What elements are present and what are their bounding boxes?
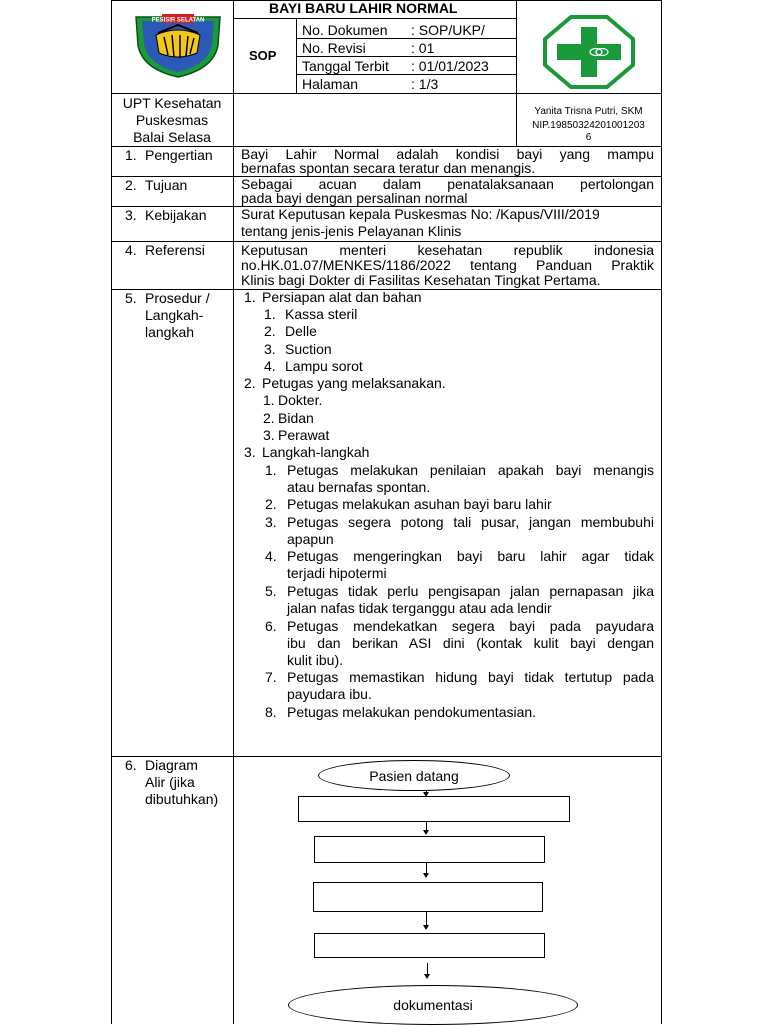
field-label-tanggal: Tanggal Terbit bbox=[302, 58, 389, 74]
step-num: 7. bbox=[265, 669, 277, 685]
pengertian-line-1: Bayi Lahir Normal adalah kondisi bayi yang mampu bbox=[241, 146, 654, 162]
flow-start-oval bbox=[318, 760, 510, 791]
tujuan-line-2: pada bayi dengan persalinan normal bbox=[241, 190, 468, 206]
section-num: 5. bbox=[125, 290, 137, 306]
field-label-dokumen: No. Dokumen bbox=[302, 22, 388, 38]
flow-end-label: dokumentasi bbox=[393, 997, 473, 1013]
section-num: 2. bbox=[125, 177, 137, 193]
step-line: atau bernafas spontan. bbox=[287, 479, 431, 495]
list-item-num: 2. bbox=[264, 323, 276, 339]
org-line-3: Balai Selasa bbox=[133, 129, 211, 145]
step-line: payudara ibu. bbox=[287, 686, 372, 702]
step-line: jalan nafas tidak terganggu atau ada lendir bbox=[287, 600, 552, 616]
step-num: 5. bbox=[265, 583, 277, 599]
list-item: Dokter. bbox=[278, 392, 323, 408]
list-item: Delle bbox=[285, 323, 317, 339]
list-item: Suction bbox=[285, 341, 332, 357]
flow-step-box bbox=[298, 796, 570, 822]
step-line: Petugas tidak perlu pengisapan jalan pernapasan jika bbox=[287, 583, 654, 599]
list-item-num: 4. bbox=[264, 358, 276, 374]
section-label-prosedur-2: Langkah- bbox=[145, 307, 204, 323]
section-label-pengertian: Pengertian bbox=[145, 147, 213, 163]
section-num: 3. bbox=[125, 207, 137, 223]
group-title-langkah: Langkah-langkah bbox=[262, 444, 370, 460]
signer-nip: NIP.19850324201001203 bbox=[532, 120, 645, 131]
list-item: Perawat bbox=[278, 427, 330, 443]
list-item-num: 3. bbox=[263, 427, 275, 443]
list-item-num: 2. bbox=[263, 410, 275, 426]
border-right bbox=[661, 0, 662, 1024]
step-line: Petugas segera potong tali pusar, jangan membubuhi bbox=[287, 514, 654, 530]
step-num: 6. bbox=[265, 618, 277, 634]
section-num: 6. bbox=[125, 757, 137, 773]
referensi-line-1: Keputusan menteri kesehatan republik indonesia bbox=[241, 242, 654, 258]
step-num: 8. bbox=[265, 704, 277, 720]
kebijakan-line-2: tentang jenis-jenis Pelayanan Klinis bbox=[241, 223, 462, 239]
list-item: Kassa steril bbox=[285, 306, 358, 322]
referensi-line-2: no.HK.01.07/MENKES/1186/2022 tentang Panduan Praktik bbox=[241, 257, 654, 273]
step-line: Petugas mengeringkan bayi baru lahir agar tidak bbox=[287, 548, 654, 564]
flow-arrow bbox=[426, 911, 427, 926]
pengertian-line-2: bernafas spontan secara teratur dan menangis. bbox=[241, 160, 536, 176]
group-num: 3. bbox=[244, 444, 256, 460]
step-line: Petugas melakukan penilaian apakah bayi menangis bbox=[287, 462, 654, 478]
section-label-tujuan: Tujuan bbox=[145, 177, 188, 193]
group-num: 1. bbox=[244, 289, 256, 305]
step-line: kulit ibu). bbox=[287, 652, 344, 668]
field-value-halaman: : 1/3 bbox=[411, 76, 439, 92]
field-value-dokumen: : SOP/UKP/ bbox=[411, 22, 485, 38]
signer-nip-cont: 6 bbox=[585, 132, 592, 143]
flow-start-label: Pasien datang bbox=[369, 767, 459, 784]
section-label-diagram-2: Alir (jika bbox=[145, 774, 195, 790]
flow-step-box bbox=[314, 933, 545, 958]
step-num: 1. bbox=[265, 462, 277, 478]
flow-step-box bbox=[314, 836, 545, 863]
field-label-halaman: Halaman bbox=[302, 76, 359, 92]
flow-arrow bbox=[426, 821, 427, 831]
field-value-revisi: : 01 bbox=[411, 40, 435, 56]
logo-text: PESISIR SELATAN bbox=[151, 17, 205, 24]
step-num: 3. bbox=[265, 514, 277, 530]
border-left bbox=[111, 0, 112, 1024]
section-label-diagram-1: Diagram bbox=[145, 757, 198, 773]
step-line: terjadi hipotermi bbox=[287, 565, 387, 581]
step-line: apapun bbox=[287, 531, 334, 547]
section-label-prosedur-3: langkah bbox=[145, 324, 195, 340]
group-title-persiapan: Persiapan alat dan bahan bbox=[262, 289, 422, 305]
flow-arrow bbox=[427, 963, 428, 975]
step-line: Petugas melakukan asuhan bayi baru lahir bbox=[287, 496, 552, 512]
list-item-num: 3. bbox=[264, 341, 276, 357]
signer-name: Yanita Trisna Putri, SKM bbox=[534, 106, 643, 117]
regency-logo bbox=[134, 11, 222, 79]
step-num: 4. bbox=[265, 548, 277, 564]
section-label-kebijakan: Kebijakan bbox=[145, 207, 207, 223]
field-value-tanggal: : 01/01/2023 bbox=[411, 58, 489, 74]
section-num: 1. bbox=[125, 147, 137, 163]
flow-end-oval bbox=[288, 985, 578, 1025]
divider-col-label bbox=[233, 0, 234, 1024]
flow-step-box bbox=[313, 882, 543, 912]
section-label-referensi: Referensi bbox=[145, 242, 205, 258]
field-label-revisi: No. Revisi bbox=[302, 40, 366, 56]
group-title-petugas: Petugas yang melaksanakan. bbox=[262, 375, 446, 391]
section-label-diagram-3: dibutuhkan) bbox=[145, 791, 219, 807]
step-line: Petugas mendekatkan segera bayi pada payudara bbox=[287, 618, 654, 634]
list-item: Bidan bbox=[278, 410, 314, 426]
org-line-1: UPT Kesehatan bbox=[122, 95, 222, 111]
list-item: Lampu sorot bbox=[285, 358, 363, 374]
list-item-num: 1. bbox=[264, 306, 276, 322]
flow-arrow bbox=[426, 790, 427, 793]
kebijakan-line-1: Surat Keputusan kepala Puskesmas No: /Kapus/VIII/2019 bbox=[241, 206, 600, 222]
list-item-num: 1. bbox=[263, 392, 275, 408]
referensi-line-3: Klinis bagi Dokter di Fasilitas Kesehatan Tingkat Pertama. bbox=[241, 272, 601, 288]
org-line-2: Puskesmas bbox=[135, 112, 209, 128]
step-line: ibu dan berikan ASI dini (kontak kulit bayi dengan bbox=[287, 635, 654, 651]
section-label-prosedur-1: Prosedur / bbox=[145, 290, 210, 306]
row-line-header bbox=[111, 93, 662, 94]
tujuan-line-1: Sebagai acuan dalam penatalaksanaan pertolongan bbox=[241, 176, 654, 192]
step-line: Petugas melakukan pendokumentasian. bbox=[287, 704, 537, 720]
sop-label: SOP bbox=[249, 48, 277, 63]
document-title: BAYI BARU LAHIR NORMAL bbox=[269, 0, 458, 16]
step-line: Petugas memastikan hidung bayi tidak tertutup pada bbox=[287, 669, 654, 685]
group-num: 2. bbox=[244, 375, 256, 391]
puskesmas-logo bbox=[543, 15, 635, 89]
step-num: 2. bbox=[265, 496, 277, 512]
section-num: 4. bbox=[125, 242, 137, 258]
flow-arrow bbox=[426, 862, 427, 874]
row-line-title bbox=[233, 18, 516, 19]
